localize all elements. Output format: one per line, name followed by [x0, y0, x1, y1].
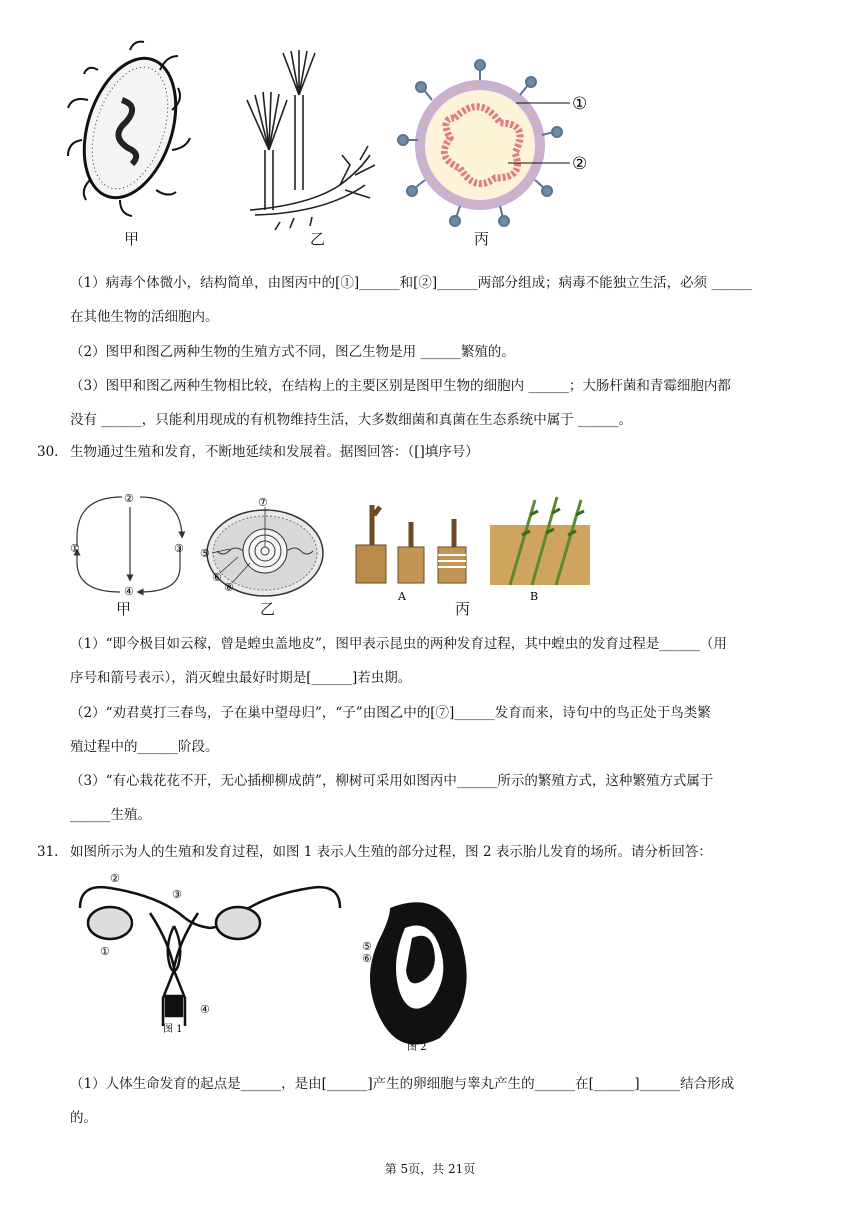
fig1-caption: 图 1: [163, 1024, 183, 1035]
fetus-diagram: [370, 902, 467, 1044]
q29-sub3-line2: 没有 ______，只能利用现成的有机物维持生活，大多数细菌和真菌在生态系统中属于 ______。: [70, 412, 633, 428]
q31-number: 31.: [37, 844, 59, 860]
q31-sub1-line1: （1）人体生命发育的起点是______，是由[______]产生的卵细胞与睾丸产生的______在[______]______结合形成: [70, 1076, 735, 1092]
q30-sub1-line2: 序号和箭号表示），消灭蝗虫最好时期是[______]若虫期。: [70, 670, 412, 686]
q29-sub3-line1: （3）图甲和图乙两种生物相比较，在结构上的主要区别是图甲生物的细胞内 ______；大肠杆菌和青霉细胞内都: [70, 378, 731, 394]
cycle-label-4: ④: [124, 585, 134, 598]
grafting-illustration: [356, 505, 466, 583]
cycle-label-2: ②: [124, 492, 134, 505]
q30-sub3-line1: （3）“有心栽花花不开，无心插柳柳成荫”，柳树可采用如图丙中______所示的繁殖方式，这种繁殖方式属于: [70, 773, 714, 789]
q30-sub2-line1: （2）“劝君莫打三春鸟，子在巢中望母归”，“子”由图乙中的[⑦]______发育而来，诗句中的鸟正处于鸟类繁: [70, 705, 711, 721]
penicillium-illustration: [247, 50, 375, 230]
fig1-label-3: ③: [172, 888, 182, 901]
figure-microorganisms: [60, 40, 620, 260]
egg-label-8: ⑧: [224, 581, 234, 594]
figure-reproduction: [60, 485, 600, 615]
cycle-label-3: ③: [174, 542, 184, 555]
q31-stem: 如图所示为人的生殖和发育过程，如图 1 表示人生殖的部分过程，图 2 表示胎儿发育的场所。请分析回答：: [70, 844, 712, 860]
fig2-label-6: ⑥: [362, 952, 372, 965]
fig2-caption: 图 2: [407, 1042, 427, 1053]
caption-bing: 丙: [474, 230, 490, 248]
virus-label-2: ②: [572, 154, 588, 174]
page-footer: 第 5页，共 21页: [384, 1162, 476, 1176]
q31-sub1-line2: 的。: [70, 1110, 97, 1126]
q30-sub1-line1: （1）“即今极目如云稼，曾是蝗虫盖地皮”，图甲表示昆虫的两种发育过程，其中蝗虫的发育过程是______（用: [70, 636, 727, 652]
label-b: B: [530, 590, 539, 603]
label-a: A: [398, 590, 406, 603]
q30-sub3-line2: ______生殖。: [70, 807, 151, 823]
q29-sub1-line1: （1）病毒个体微小，结构简单，由图丙中的[①]______和[②]______两部分组成；病毒不能独立生活，必须 ______: [70, 275, 752, 291]
fig1-label-2: ②: [110, 872, 120, 885]
bacterium-illustration: [68, 42, 192, 216]
egg-label-7: ⑦: [258, 496, 268, 509]
caption-fig2-yi: 乙: [260, 600, 276, 618]
virus-label-1: ①: [572, 94, 588, 114]
egg-label-6: ⑥: [212, 571, 222, 584]
fig1-label-4: ④: [200, 1003, 210, 1016]
q30-stem: 生物通过生殖和发育，不断地延续和发展着。据图回答：（[]填序号）: [70, 444, 479, 460]
caption-yi: 乙: [310, 230, 326, 248]
virus-illustration: [398, 60, 587, 226]
figure-human-reproduction: [70, 868, 490, 1058]
cycle-label-1: ①: [70, 542, 80, 555]
female-reproductive-diagram: [80, 887, 340, 1026]
q29-sub1-line2: 在其他生物的活细胞内。: [70, 309, 219, 325]
cutting-illustration: [490, 497, 590, 585]
caption-fig2-bing: 丙: [455, 600, 471, 618]
fig2-label-5: ⑤: [362, 940, 372, 953]
q30-number: 30.: [37, 444, 59, 460]
fig1-label-1: ①: [100, 945, 110, 958]
egg-label-5: ⑤: [200, 547, 210, 560]
caption-fig2-jia: 甲: [116, 600, 132, 618]
caption-jia: 甲: [124, 230, 140, 248]
q30-sub2-line2: 殖过程中的______阶段。: [70, 739, 219, 755]
q29-sub2: （2）图甲和图乙两种生物的生殖方式不同，图乙生物是用 ______繁殖的。: [70, 344, 515, 360]
insect-cycle-diagram: [77, 497, 182, 592]
